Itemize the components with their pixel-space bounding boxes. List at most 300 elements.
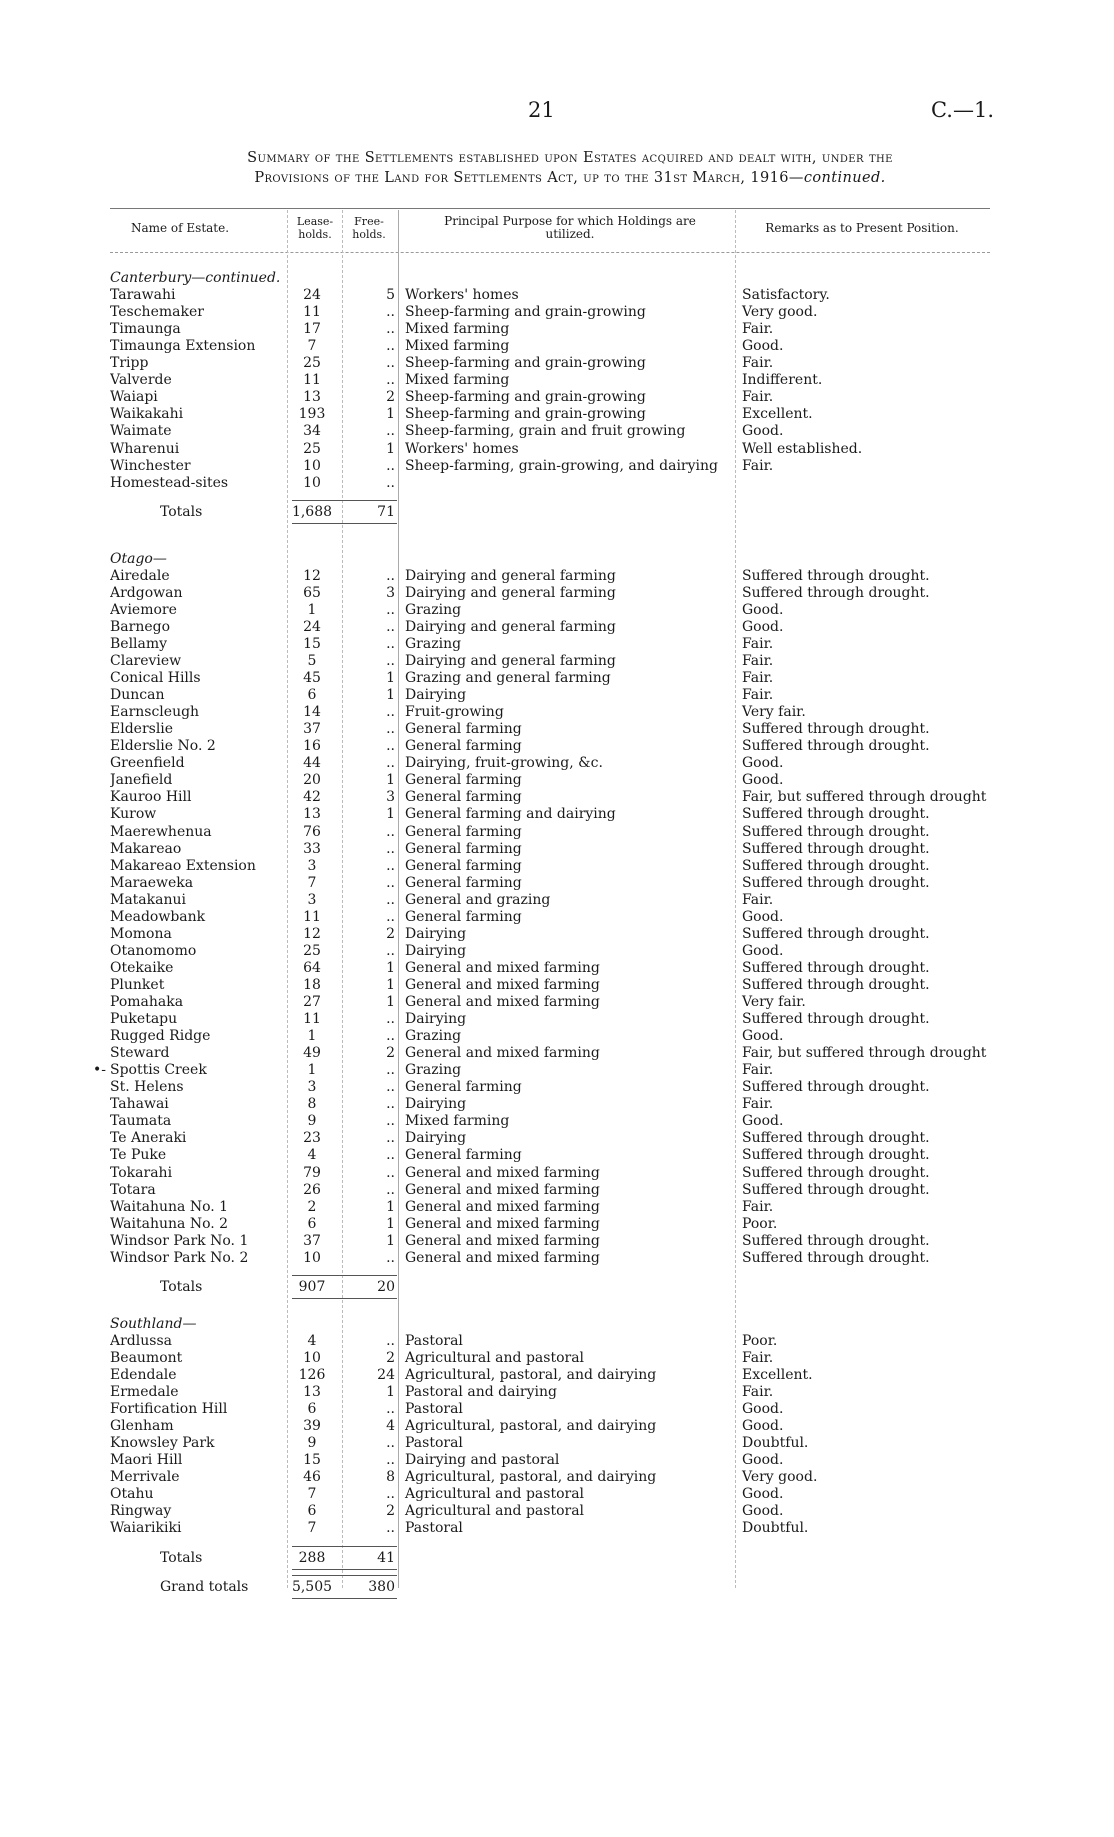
freeholds-value: 2 [386, 1045, 395, 1062]
freeholds-value: .. [386, 874, 395, 891]
leaseholds-value: 10 [303, 1349, 321, 1366]
leaseholds-value: 10 [303, 1249, 321, 1266]
purpose-text: Dairying [405, 942, 467, 959]
purpose-text: General farming and dairying [405, 806, 616, 823]
remarks-text: Suffered through drought. [742, 959, 930, 976]
table-row [0, 1096, 1114, 1113]
estate-name: Homestead-sites [110, 474, 229, 491]
remarks-text: Good. [742, 1486, 784, 1503]
table-row [0, 670, 1114, 687]
table-row [0, 1486, 1114, 1503]
page-number: 21 [528, 98, 555, 122]
table-row [0, 858, 1114, 875]
purpose-text: Sheep-farming, grain and fruit growing [405, 423, 686, 440]
estate-name: Elderslie [110, 721, 174, 738]
remarks-text: Very fair. [742, 704, 806, 721]
estate-name: Tripp [110, 355, 149, 372]
freeholds-value: .. [386, 857, 395, 874]
leaseholds-value: 1 [307, 1028, 317, 1045]
totals-freeholds: 71 [377, 503, 395, 520]
estate-name: Windsor Park No. 2 [110, 1249, 249, 1266]
estate-name: Barnego [110, 618, 171, 635]
estate-name: Valverde [110, 372, 172, 389]
leaseholds-value: 49 [303, 1045, 321, 1062]
table-row [0, 568, 1114, 585]
freeholds-value: .. [386, 1096, 395, 1113]
estate-name: Maraeweka [110, 874, 194, 891]
leaseholds-value: 27 [303, 994, 321, 1010]
leaseholds-value: 13 [303, 806, 321, 823]
table-row [0, 458, 1114, 475]
table-row [0, 1418, 1114, 1435]
freeholds-value: .. [386, 457, 395, 474]
freeholds-value: 2 [386, 925, 395, 942]
leaseholds-value: 25 [303, 355, 321, 372]
purpose-text: General farming [405, 908, 522, 925]
purpose-text: Dairying [405, 1130, 467, 1147]
leaseholds-value: 44 [303, 755, 321, 772]
purpose-text: Dairying and pastoral [405, 1452, 560, 1469]
freeholds-value: .. [386, 1452, 395, 1469]
table-row [0, 1452, 1114, 1469]
freeholds-value: 2 [386, 389, 395, 406]
freeholds-value: 3 [386, 584, 395, 601]
remarks-text: Fair. [742, 389, 774, 406]
freeholds-value: 3 [386, 789, 395, 806]
leaseholds-value: 37 [303, 721, 321, 738]
table-row [0, 1435, 1114, 1452]
leaseholds-value: 20 [303, 772, 321, 789]
freeholds-value: .. [386, 823, 395, 840]
remarks-text: Fair. [742, 321, 774, 338]
table-row [0, 841, 1114, 858]
leaseholds-value: 8 [307, 1096, 317, 1113]
remarks-text: Poor. [742, 1215, 778, 1232]
freeholds-value: .. [386, 1028, 395, 1045]
table-row [0, 372, 1114, 389]
leaseholds-value: 7 [307, 874, 317, 891]
estate-name: Meadowbank [110, 908, 206, 925]
totals-label: Totals [160, 1549, 203, 1566]
remarks-text: Suffered through drought. [742, 1147, 930, 1164]
freeholds-value: .. [386, 1520, 395, 1537]
leaseholds-value: 7 [307, 338, 317, 355]
remarks-text: Fair. [742, 1198, 774, 1215]
table-row [0, 1350, 1114, 1367]
table-row [0, 1147, 1114, 1164]
freeholds-value: 24 [377, 1367, 395, 1383]
purpose-text: Dairying and general farming [405, 653, 616, 669]
freeholds-value: 1 [386, 959, 395, 976]
purpose-text: Mixed farming [405, 321, 510, 338]
estate-name: Tarawahi [110, 287, 176, 304]
purpose-text: General and mixed farming [405, 1164, 600, 1181]
purpose-text: Workers' homes [405, 440, 519, 457]
leaseholds-value: 13 [303, 1384, 321, 1401]
estate-name: Te Puke [110, 1147, 167, 1164]
remarks-text: Fair. [742, 1349, 774, 1366]
title-line-2-text: Provisions of the Land for Settlements Act, up to the 31st March, 1916— [254, 170, 804, 186]
table-row [0, 406, 1114, 423]
totals-rule [292, 500, 397, 501]
purpose-text: Agricultural and pastoral [405, 1503, 585, 1520]
estate-name: Kauroo Hill [110, 789, 192, 806]
leaseholds-value: 25 [303, 440, 321, 457]
leaseholds-value: 33 [303, 840, 321, 857]
leaseholds-value: 11 [303, 1011, 321, 1028]
leaseholds-value: 11 [303, 304, 321, 321]
table-row [0, 389, 1114, 406]
freeholds-value: 1 [386, 1215, 395, 1232]
estate-name: Winchester [110, 457, 191, 474]
table-row [0, 287, 1114, 304]
purpose-text: General farming [405, 1079, 522, 1096]
table-row [0, 636, 1114, 653]
remarks-text: Good. [742, 1028, 784, 1045]
purpose-text: Agricultural and pastoral [405, 1349, 585, 1366]
remarks-text: Very good. [742, 304, 818, 321]
remarks-text: Good. [742, 1401, 784, 1418]
purpose-text: Fruit-growing [405, 704, 504, 721]
freeholds-value: .. [386, 567, 395, 584]
estate-name: Te Aneraki [110, 1130, 187, 1147]
estate-name: Totara [110, 1181, 156, 1198]
purpose-text: Agricultural, pastoral, and dairying [405, 1418, 657, 1435]
estate-name: Maori Hill [110, 1452, 183, 1469]
purpose-text: General and mixed farming [405, 1215, 600, 1232]
remarks-text: Good. [742, 1418, 784, 1435]
purpose-text: General and mixed farming [405, 1232, 600, 1249]
leaseholds-value: 65 [303, 584, 321, 601]
estate-name: Otanomomo [110, 942, 197, 959]
header-remarks: Remarks as to Present Position. [765, 221, 959, 235]
remarks-text: Suffered through drought. [742, 857, 930, 874]
freeholds-value: .. [386, 338, 395, 355]
freeholds-value: .. [386, 704, 395, 721]
totals-rule [292, 1569, 397, 1570]
table-row [0, 304, 1114, 321]
estate-name: Steward [110, 1045, 170, 1062]
leaseholds-value: 1 [307, 601, 317, 618]
freeholds-value: .. [386, 891, 395, 908]
purpose-text: General and mixed farming [405, 994, 600, 1010]
estate-name: Conical Hills [110, 670, 201, 687]
table-row [0, 1079, 1114, 1096]
remarks-text: Good. [742, 338, 784, 355]
totals-label: Totals [160, 503, 203, 520]
leaseholds-value: 16 [303, 738, 321, 755]
purpose-text: General farming [405, 857, 522, 874]
estate-name: Matakanui [110, 891, 186, 908]
title-line-1: Summary of the Settlements established upon Estates acquired and dealt with, under the [247, 150, 893, 166]
leaseholds-value: 9 [307, 1113, 317, 1130]
purpose-text: Dairying [405, 1011, 467, 1028]
purpose-text: Sheep-farming and grain-growing [405, 355, 646, 372]
estate-name: Bellamy [110, 635, 168, 652]
table-row [0, 602, 1114, 619]
section-totals-row [0, 1279, 1114, 1296]
remarks-text: Suffered through drought. [742, 1232, 930, 1249]
leaseholds-value: 5 [307, 653, 317, 669]
margin-mark: •- [93, 1062, 106, 1079]
table-row [0, 721, 1114, 738]
purpose-text: Sheep-farming and grain-growing [405, 304, 646, 321]
leaseholds-value: 24 [303, 287, 321, 304]
estate-name: Ardlussa [110, 1332, 172, 1349]
estate-name: Waimate [110, 423, 172, 440]
leaseholds-value: 13 [303, 389, 321, 406]
remarks-text: Fair. [742, 1384, 774, 1401]
estate-name: Plunket [110, 976, 165, 993]
freeholds-value: .. [386, 1332, 395, 1349]
leaseholds-value: 6 [307, 1401, 317, 1418]
table-row [0, 704, 1114, 721]
table-row [0, 585, 1114, 602]
remarks-text: Well established. [742, 440, 863, 457]
estate-name: Wharenui [110, 440, 180, 457]
leaseholds-value: 25 [303, 942, 321, 959]
remarks-text: Fair. [742, 670, 774, 687]
estate-name: Pomahaka [110, 994, 184, 1010]
remarks-text: Fair, but suffered through drought [742, 789, 987, 806]
totals-leaseholds: 907 [298, 1278, 326, 1295]
table-row [0, 960, 1114, 977]
table-row [0, 1130, 1114, 1147]
estate-name: Waiapi [110, 389, 158, 406]
table-row [0, 1028, 1114, 1045]
purpose-text: Grazing [405, 1028, 462, 1045]
leaseholds-value: 10 [303, 457, 321, 474]
leaseholds-value: 3 [307, 891, 317, 908]
estate-name: Waitahuna No. 2 [110, 1215, 229, 1232]
leaseholds-value: 34 [303, 423, 321, 440]
header-bottom-rule [110, 252, 990, 253]
header-name: Name of Estate. [130, 221, 230, 235]
remarks-text: Good. [742, 423, 784, 440]
totals-label: Grand totals [160, 1578, 249, 1595]
leaseholds-value: 15 [303, 1452, 321, 1469]
purpose-text: Pastoral and dairying [405, 1384, 557, 1401]
freeholds-value: .. [386, 942, 395, 959]
purpose-text: General farming [405, 823, 522, 840]
estate-name: Fortification Hill [110, 1401, 228, 1418]
leaseholds-value: 12 [303, 925, 321, 942]
remarks-text: Fair. [742, 635, 774, 652]
freeholds-value: .. [386, 1079, 395, 1096]
freeholds-value: .. [386, 721, 395, 738]
section-totals-row [0, 1550, 1114, 1567]
purpose-text: Pastoral [405, 1435, 463, 1452]
remarks-text: Doubtful. [742, 1435, 809, 1452]
remarks-text: Good. [742, 618, 784, 635]
purpose-text: Dairying [405, 1096, 467, 1113]
purpose-text: General farming [405, 874, 522, 891]
freeholds-value: .. [386, 321, 395, 338]
leaseholds-value: 15 [303, 635, 321, 652]
remarks-text: Good. [742, 755, 784, 772]
table-row [0, 772, 1114, 789]
totals-rule [292, 1575, 397, 1576]
purpose-text: Dairying and general farming [405, 567, 616, 584]
purpose-text: Sheep-farming, grain-growing, and dairying [405, 457, 718, 474]
remarks-text: Fair. [742, 1096, 774, 1113]
remarks-text: Suffered through drought. [742, 738, 930, 755]
purpose-text: Mixed farming [405, 338, 510, 355]
table-row [0, 1011, 1114, 1028]
table-row [0, 1250, 1114, 1267]
leaseholds-value: 3 [307, 857, 317, 874]
purpose-text: General farming [405, 772, 522, 789]
leaseholds-value: 18 [303, 976, 321, 993]
table-row [0, 338, 1114, 355]
table-row [0, 1062, 1114, 1079]
estate-name: Waitahuna No. 1 [110, 1198, 229, 1215]
estate-name: Maerewhenua [110, 823, 212, 840]
purpose-text: Pastoral [405, 1401, 463, 1418]
table-top-rule [110, 208, 990, 209]
purpose-text: Dairying [405, 925, 467, 942]
totals-leaseholds: 1,688 [291, 503, 333, 520]
remarks-text: Doubtful. [742, 1520, 809, 1537]
remarks-text: Suffered through drought. [742, 1011, 930, 1028]
page-reference: C.—1. [930, 98, 994, 122]
totals-rule [292, 1598, 397, 1599]
estate-name: Tahawai [110, 1096, 169, 1113]
leaseholds-value: 4 [307, 1147, 317, 1164]
header-free: Free-holds. [352, 215, 386, 241]
table-row [0, 1384, 1114, 1401]
totals-leaseholds: 288 [298, 1549, 326, 1566]
freeholds-value: 5 [386, 287, 395, 304]
purpose-text: Workers' homes [405, 287, 519, 304]
estate-name: Ardgowan [110, 584, 183, 601]
freeholds-value: .. [386, 1113, 395, 1130]
freeholds-value: 1 [386, 772, 395, 789]
leaseholds-value: 6 [307, 1215, 317, 1232]
leaseholds-value: 9 [307, 1435, 317, 1452]
table-row [0, 875, 1114, 892]
freeholds-value: .. [386, 355, 395, 372]
freeholds-value: .. [386, 755, 395, 772]
table-row [0, 755, 1114, 772]
estate-name: Puketapu [110, 1011, 178, 1028]
leaseholds-value: 2 [307, 1198, 317, 1215]
header-lease: Lease-holds. [296, 215, 334, 241]
freeholds-value: .. [386, 304, 395, 321]
table-row [0, 1520, 1114, 1537]
purpose-text: Dairying, fruit-growing, &c. [405, 755, 603, 772]
grand-totals-row [0, 1579, 1114, 1596]
purpose-text: Dairying and general farming [405, 618, 616, 635]
totals-rule [292, 523, 397, 524]
freeholds-value: .. [386, 1164, 395, 1181]
purpose-text: Pastoral [405, 1520, 463, 1537]
remarks-text: Suffered through drought. [742, 1130, 930, 1147]
freeholds-value: .. [386, 1062, 395, 1079]
table-row [0, 355, 1114, 372]
remarks-text: Fair. [742, 653, 774, 669]
remarks-text: Good. [742, 772, 784, 789]
remarks-text: Good. [742, 1503, 784, 1520]
estate-name: Makareao Extension [110, 857, 256, 874]
freeholds-value: 1 [386, 406, 395, 423]
purpose-text: General farming [405, 738, 522, 755]
estate-name: Kurow [110, 806, 157, 823]
table-row [0, 1233, 1114, 1250]
remarks-text: Fair, but suffered through drought [742, 1045, 987, 1062]
leaseholds-value: 39 [303, 1418, 321, 1435]
estate-name: Timaunga Extension [110, 338, 256, 355]
leaseholds-value: 193 [298, 406, 326, 423]
table-row [0, 1216, 1114, 1233]
estate-name: Waiarikiki [110, 1520, 182, 1537]
purpose-text: Grazing [405, 1062, 462, 1079]
leaseholds-value: 10 [303, 474, 321, 491]
freeholds-value: .. [386, 423, 395, 440]
freeholds-value: 1 [386, 806, 395, 823]
remarks-text: Good. [742, 601, 784, 618]
totals-rule [292, 1298, 397, 1299]
freeholds-value: 2 [386, 1503, 395, 1520]
freeholds-value: .. [386, 1486, 395, 1503]
table-row [0, 977, 1114, 994]
purpose-text: Agricultural, pastoral, and dairying [405, 1367, 657, 1383]
freeholds-value: .. [386, 1401, 395, 1418]
estate-name: Aviemore [110, 601, 177, 618]
estate-name: St. Helens [110, 1079, 184, 1096]
freeholds-value: .. [386, 601, 395, 618]
purpose-text: Dairying [405, 687, 467, 704]
freeholds-value: .. [386, 1181, 395, 1198]
estate-name: Greenfield [110, 755, 185, 772]
remarks-text: Suffered through drought. [742, 1249, 930, 1266]
remarks-text: Satisfactory. [742, 287, 830, 304]
table-row [0, 738, 1114, 755]
remarks-text: Suffered through drought. [742, 1164, 930, 1181]
totals-rule [292, 1546, 397, 1547]
freeholds-value: 1 [386, 687, 395, 704]
remarks-text: Fair. [742, 1062, 774, 1079]
table-row [0, 1401, 1114, 1418]
section-totals-row [0, 504, 1114, 521]
remarks-text: Suffered through drought. [742, 925, 930, 942]
purpose-text: General and mixed farming [405, 1181, 600, 1198]
freeholds-value: .. [386, 372, 395, 389]
purpose-text: Dairying and general farming [405, 584, 616, 601]
table-row [0, 806, 1114, 823]
estate-name: Momona [110, 925, 172, 942]
remarks-text: Indifferent. [742, 372, 823, 389]
remarks-text: Suffered through drought. [742, 1079, 930, 1096]
table-row [0, 943, 1114, 960]
table-row [0, 1469, 1114, 1486]
freeholds-value: .. [386, 840, 395, 857]
remarks-text: Very good. [742, 1469, 818, 1486]
table-row [0, 1367, 1114, 1384]
freeholds-value: .. [386, 653, 395, 669]
leaseholds-value: 37 [303, 1232, 321, 1249]
remarks-text: Fair. [742, 687, 774, 704]
leaseholds-value: 76 [303, 823, 321, 840]
leaseholds-value: 14 [303, 704, 321, 721]
remarks-text: Suffered through drought. [742, 874, 930, 891]
table-row [0, 1503, 1114, 1520]
estate-name: Otekaike [110, 959, 174, 976]
leaseholds-value: 126 [298, 1367, 326, 1383]
totals-label: Totals [160, 1278, 203, 1295]
purpose-text: Pastoral [405, 1332, 463, 1349]
freeholds-value: .. [386, 1147, 395, 1164]
